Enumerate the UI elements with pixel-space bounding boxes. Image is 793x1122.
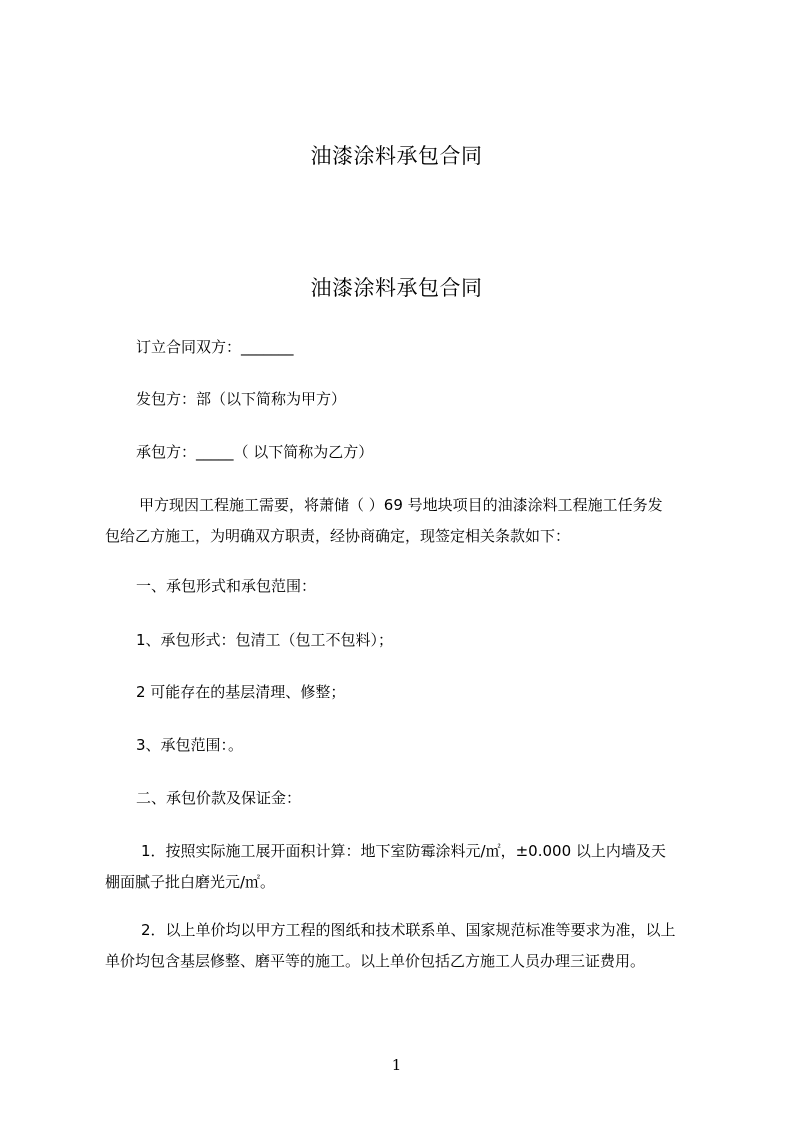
base-cleanup-item: 2 可能存在的基层清理、修整； [136, 683, 346, 701]
price-clause-2-row-2: 单价均包含基层修整、磨平等的施工。以上单价包括乙方施工人员办理三证费用。 [105, 952, 646, 970]
price-clause-2-row-1: 2．以上单价均以甲方工程的图纸和技术联系单、国家规范标准等要求为准，以上 [141, 921, 676, 939]
intro-paragraph-row-2: 包给乙方施工，为明确双方职责，经协商确定，现签定相关条款如下： [105, 527, 571, 545]
contract-scope-item: 3、承包范围：。 [136, 736, 244, 754]
page-number: 1 [391, 1056, 402, 1074]
contract-form-item: 1、承包形式：包清工（包工不包料）； [136, 631, 394, 649]
intro-paragraph-row-1: 甲方现因工程施工需要，将萧储（ ）69 号地块项目的油漆涂料工程施工任务发 [139, 496, 663, 514]
cover-title: 油漆涂料承包合同 [310, 144, 483, 168]
section-2-heading: 二、承包价款及保证金： [136, 789, 302, 807]
price-clause-1-row-1: 1．按照实际施工展开面积计算：地下室防霉涂料元/㎡，±0.000 以上内墙及天 [141, 842, 666, 860]
price-clause-2 [105, 915, 711, 977]
party-b-line: 承包方：_____（ 以下简称为乙方） [136, 443, 374, 461]
contracting-parties-line: 订立合同双方：_______ [136, 338, 294, 356]
price-clause-1-row-2: 棚面腻子批白磨光元/㎡。 [105, 873, 276, 891]
intro-paragraph [105, 490, 711, 552]
price-clause-1 [105, 836, 711, 898]
contract-title: 油漆涂料承包合同 [310, 276, 483, 300]
party-a-line: 发包方：部（以下简称为甲方） [136, 390, 347, 408]
section-1-heading: 一、承包形式和承包范围： [136, 577, 317, 595]
